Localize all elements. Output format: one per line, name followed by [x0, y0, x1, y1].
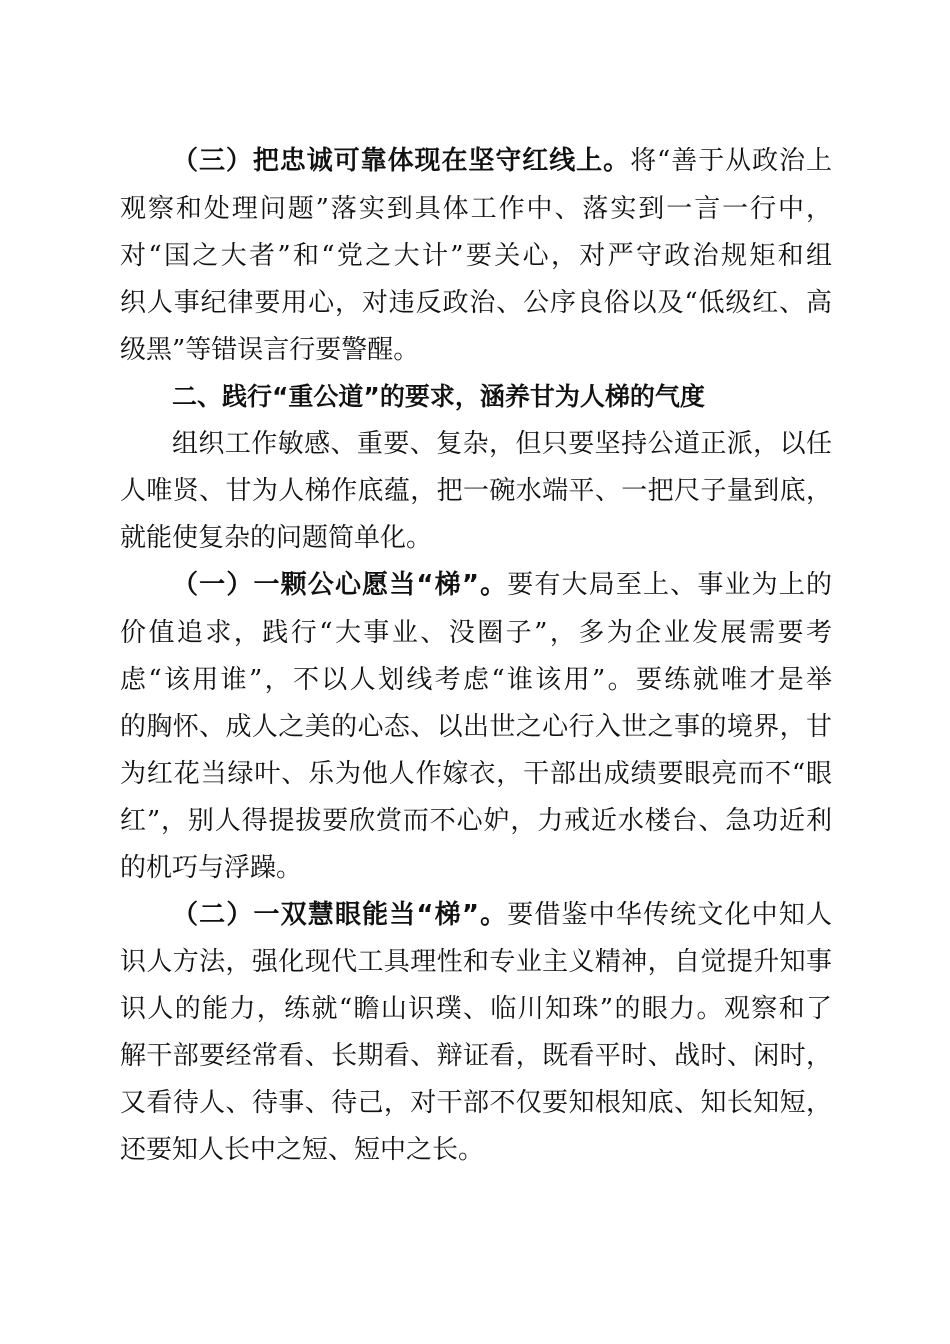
sub1-line-1	[172, 565, 832, 605]
sub1-line-4: 的胸怀、成人之美的心态、以出世之心行入世之事的境界，甘	[120, 712, 832, 742]
section3-line-5: 级黑”等错误言行要警醒。	[120, 335, 420, 365]
sub2-line-4: 解干部要经常看、长期看、辩证看，既看平时、战时、闲时，	[120, 1041, 832, 1071]
sub1-line-3: 虑“该用谁”，不以人划线考虑“谁该用”。要练就唯才是举	[120, 665, 832, 695]
sub1-line-7: 的机巧与浮躁。	[120, 853, 303, 883]
sub2-title: （二）一双慧眼能当“梯”。	[172, 900, 508, 930]
sub1-line-2: 价值追求，践行“大事业、没圈子”，多为企业发展需要考	[120, 618, 832, 648]
section-heading-2: 二、践行“重公道”的要求，涵养甘为人梯的气度	[172, 382, 705, 411]
sub1-title: （一）一颗公心愿当“梯”。	[172, 570, 508, 600]
intro-line-1: 组织工作敏感、重要、复杂，但只要坚持公道正派，以任	[172, 429, 832, 459]
sub2-line-3: 识人的能力，练就“瞻山识璞、临川知珠”的眼力。观察和了	[120, 994, 832, 1024]
intro-line-2: 人唯贤、甘为人梯作底蕴，把一碗水端平、一把尺子量到底，	[120, 476, 832, 506]
section3-line-1	[172, 141, 832, 181]
section3-line-2: 观察和处理问题”落实到具体工作中、落实到一言一行中，	[120, 194, 832, 224]
sub2-line1-text: 要借鉴中华传统文化中知人	[507, 900, 832, 930]
section3-line-4: 织人事纪律要用心，对违反政治、公序良俗以及“低级红、高	[120, 288, 832, 318]
section3-title: （三）把忠诚可靠体现在坚守红线上。	[172, 146, 631, 176]
section3-line1-text: 将“善于从政治上	[630, 146, 832, 176]
sub1-line-5: 为红花当绿叶、乐为他人作嫁衣，干部出成绩要眼亮而不“眼	[120, 759, 832, 789]
sub2-line-5: 又看待人、待事、待己，对干部不仅要知根知底、知长知短，	[120, 1088, 832, 1118]
sub2-line-1	[172, 895, 832, 935]
intro-line-3: 就能使复杂的问题简单化。	[120, 523, 433, 553]
sub2-line-6: 还要知人长中之短、短中之长。	[120, 1135, 485, 1165]
sub1-line-6: 红”，别人得提拔要欣赏而不心妒，力戒近水楼台、急功近利	[120, 806, 832, 836]
section3-line-3: 对“国之大者”和“党之大计”要关心，对严守政治规矩和组	[120, 241, 832, 271]
sub2-line-2: 识人方法，强化现代工具理性和专业主义精神，自觉提升知事	[120, 947, 832, 977]
sub1-line1-text: 要有大局至上、事业为上的	[507, 570, 832, 600]
